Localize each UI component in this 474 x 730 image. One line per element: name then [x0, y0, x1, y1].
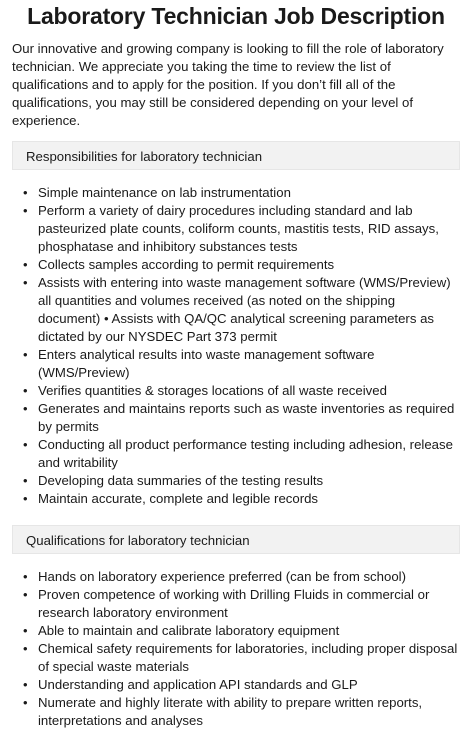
responsibilities-list	[12, 184, 460, 508]
list-item: • Maintain accurate, complete and legible records	[38, 490, 460, 508]
list-item: • Verifies quantities & storages locations of all waste received	[38, 382, 460, 400]
list-item: • Generates and maintains reports such as waste inventories as required by permits	[38, 400, 460, 436]
list-item: • Proven competence of working with Drilling Fluids in commercial or research laboratory environment	[38, 586, 460, 622]
list-item: • Perform a variety of dairy procedures including standard and lab pasteurized plate counts, coliform counts, mastitis tests, RID assays, phosphatase and inhibitory substances tests	[38, 202, 460, 256]
list-item: • Assists with entering into waste management software (WMS/Preview) all quantities and volumes received (as noted on the shipping document) • Assists with QA/QC analytical screening parameters as dictated by our NYSDEC Part 373 permit	[38, 274, 460, 346]
list-item: • Hands on laboratory experience preferred (can be from school)	[38, 568, 460, 586]
list-item: • Chemical safety requirements for laboratories, including proper disposal of special waste materials	[38, 640, 460, 676]
list-item: • Enters analytical results into waste management software (WMS/Preview)	[38, 346, 460, 382]
list-item: • Simple maintenance on lab instrumentation	[38, 184, 460, 202]
responsibilities-heading: Responsibilities for laboratory technician	[12, 141, 460, 170]
qualifications-list	[12, 568, 460, 730]
intro-paragraph: Our innovative and growing company is looking to fill the role of laboratory technician. We appreciate you taking the time to review the list of qualifications and to apply for the position. If you don’t fill all of the qualifications, you may still be considered depending on your level of experience.	[12, 41, 444, 128]
qualifications-heading: Qualifications for laboratory technician	[12, 525, 460, 554]
list-item: • Developing data summaries of the testing results	[38, 472, 460, 490]
list-item: • Conducting all product performance testing including adhesion, release and writability	[38, 436, 460, 472]
page-title: Laboratory Technician Job Description	[27, 3, 445, 29]
list-item: • Able to maintain and calibrate laboratory equipment	[38, 622, 460, 640]
list-item: • Numerate and highly literate with ability to prepare written reports, interpretations and analyses	[38, 694, 460, 730]
list-item: • Collects samples according to permit requirements	[38, 256, 460, 274]
list-item: • Understanding and application API standards and GLP	[38, 676, 460, 694]
